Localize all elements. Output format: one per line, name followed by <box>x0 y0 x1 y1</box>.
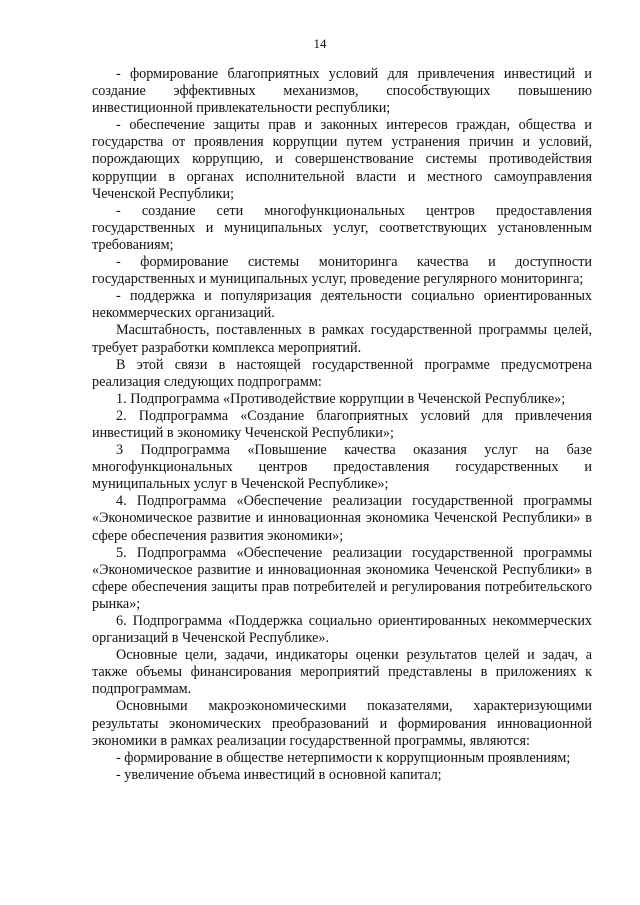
subprogram-item-6: 6. Подпрограмма «Поддержка социально ориентированных некоммерческих организаций в Чеченской Республике». <box>92 613 592 647</box>
paragraph-subprograms-intro: В этой связи в настоящей государственной программе предусмотрена реализация следующих подпрограмм: <box>92 356 592 390</box>
indicator-item-intolerance: - формирование в обществе нетерпимости к коррупционным проявлениям; <box>116 749 571 766</box>
paragraph-goal-monitoring: - формирование системы мониторинга качества и доступности государственных и муниципальных услуг, проведение регулярного мониторинга; <box>92 254 592 288</box>
document-body <box>92 66 592 784</box>
subprogram-item-5: 5. Подпрограмма «Обеспечение реализации государственной программы «Экономическое развитие и инновационная экономика Чеченской Республики» в сфере обеспечения защиты прав потребителей и регулирования потребительского рынка»; <box>92 544 592 612</box>
paragraph-indicators-intro: Основными макроэкономическими показателями, характеризующими результаты экономических преобразований и формирования инновационной экономики в рамках реализации государственной программы, являются: <box>92 698 592 749</box>
paragraph-appendices: Основные цели, задачи, индикаторы оценки результатов целей и задач, а также объемы финансирования мероприятий представлены в приложениях к подпрограммам. <box>92 647 592 698</box>
paragraph-scale: Масштабность, поставленных в рамках государственной программы целей, требует разработки комплекса мероприятий. <box>92 322 592 356</box>
paragraph-goal-anticorruption: - обеспечение защиты прав и законных интересов граждан, общества и государства от проявления коррупции путем устранения причин и условий, порождающих коррупцию, и совершенствование системы противодействия коррупции в органах исполнительной власти и местного самоуправления Чеченской Республики; <box>92 117 592 202</box>
subprogram-item-1: 1. Подпрограмма «Противодействие коррупции в Чеченской Республике»; <box>116 390 566 407</box>
page-number: 14 <box>313 36 327 51</box>
paragraph-goal-investment: - формирование благоприятных условий для привлечения инвестиций и создание эффективных механизмов, способствующих повышению инвестиционной привлекательности республики; <box>92 66 592 117</box>
subprogram-item-2: 2. Подпрограмма «Создание благоприятных условий для привлечения инвестиций в экономику Чеченской Республики»; <box>92 407 592 441</box>
paragraph-goal-mfc-network: - создание сети многофункциональных центров предоставления государственных и муниципальных услуг, соответствующих установленным требованиям; <box>92 202 592 253</box>
subprogram-item-4: 4. Подпрограмма «Обеспечение реализации государственной программы «Экономическое развитие и инновационная экономика Чеченской Республики» в сфере обеспечения развития экономики»; <box>92 493 592 544</box>
subprogram-item-3: 3 Подпрограмма «Повышение качества оказания услуг на базе многофункциональных центров предоставления государственных и муниципальных услуг в Чеченской Республике»; <box>92 442 592 493</box>
indicator-item-investment: - увеличение объема инвестиций в основной капитал; <box>116 766 442 783</box>
paragraph-goal-nko-support: - поддержка и популяризация деятельности социально ориентированных некоммерческих организаций. <box>92 288 592 322</box>
